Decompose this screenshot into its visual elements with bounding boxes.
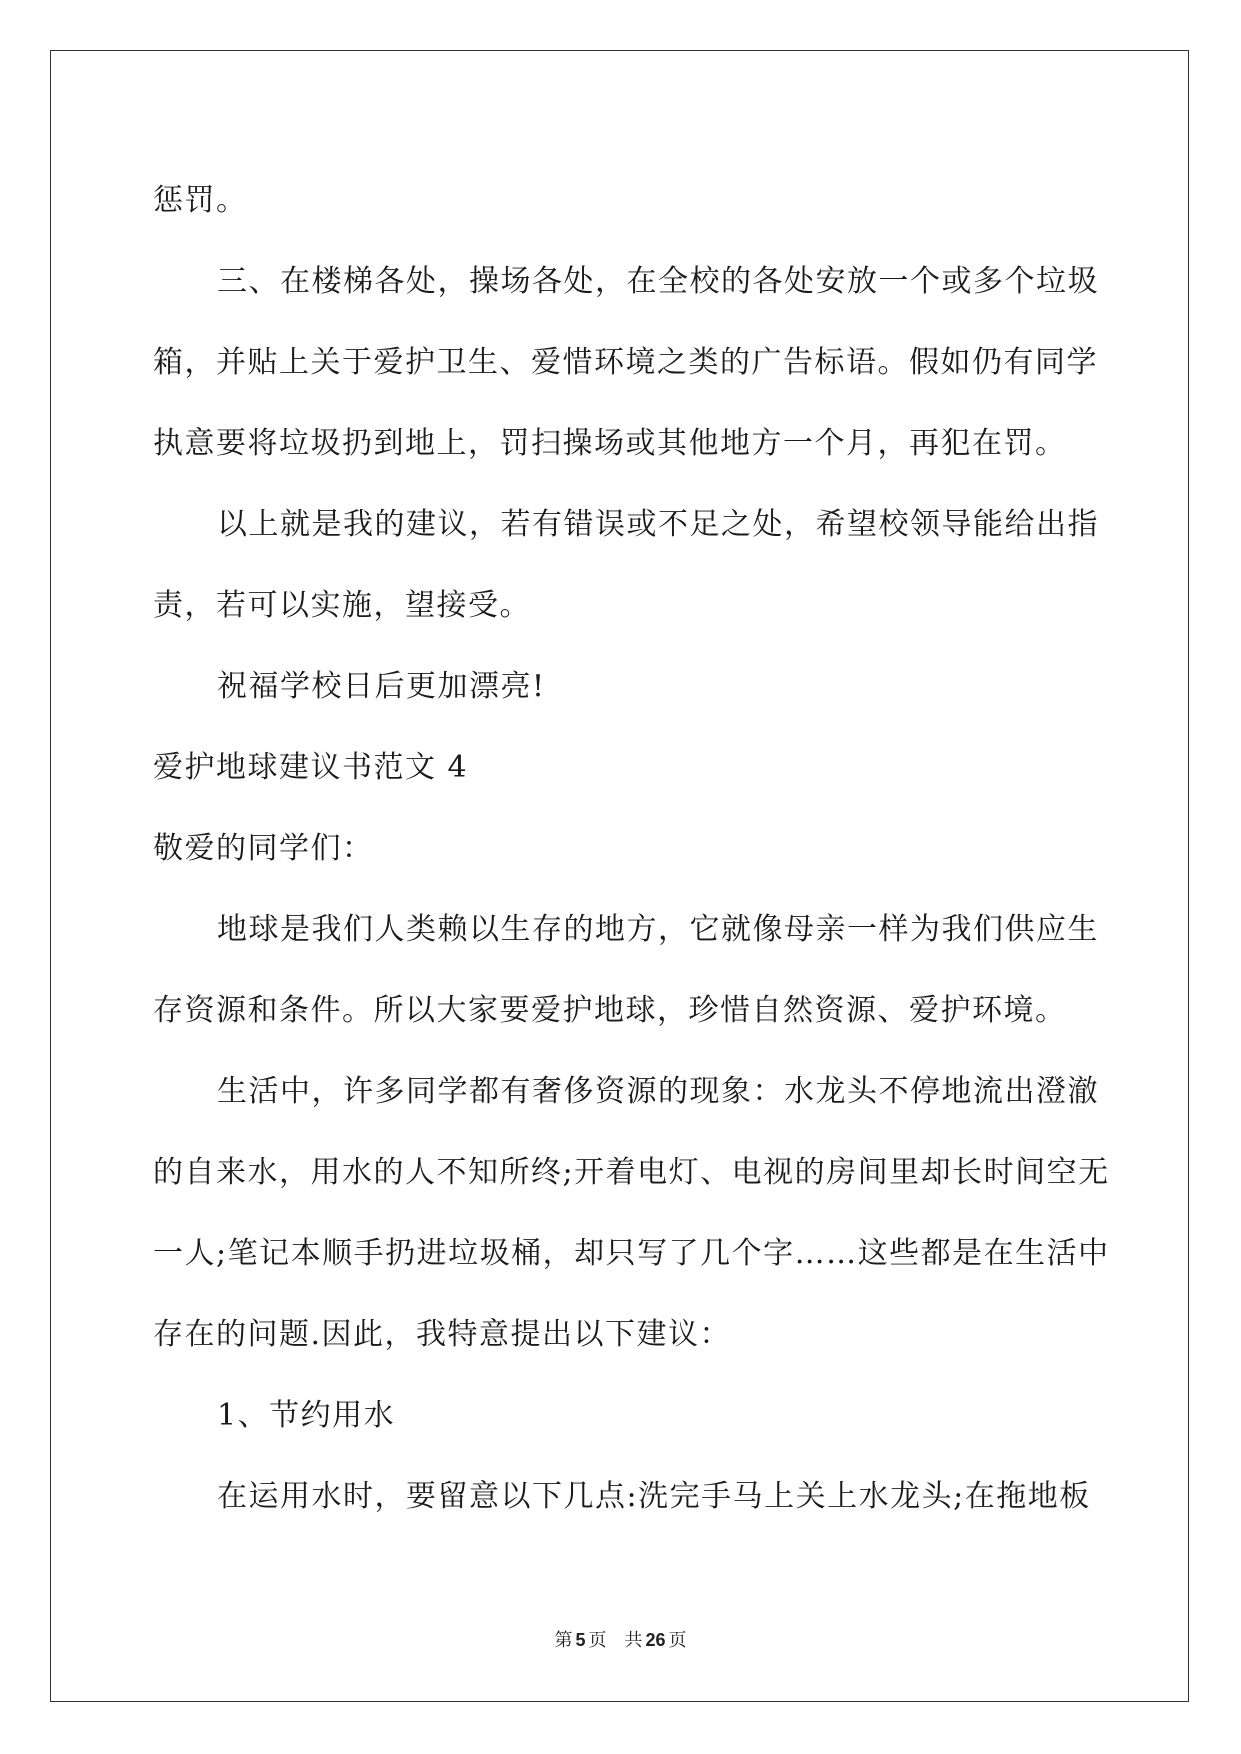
text-line-2: 三、在楼梯各处，操场各处，在全校的各处安放一个或多个垃圾 (217, 264, 1099, 299)
text-line-13: 的自来水，用水的人不知所终;开着电灯、电视的房间里却长时间空无 (153, 1155, 1110, 1190)
text-line-7: 祝福学校日后更加漂亮! (217, 669, 546, 704)
text-line-17: 在运用水时，要留意以下几点:洗完手马上关上水龙头;在拖地板 (217, 1479, 1091, 1514)
text-line-6: 责，若可以实施，望接受。 (153, 588, 531, 623)
page-footer (0, 1626, 1241, 1652)
text-line-10: 地球是我们人类赖以生存的地方，它就像母亲一样为我们供应生 (217, 912, 1099, 947)
text-line-11: 存资源和条件。所以大家要爱护地球，珍惜自然资源、爱护环境。 (153, 993, 1067, 1028)
text-line-14: 一人;笔记本顺手扔进垃圾桶，却只写了几个字……这些都是在生活中 (153, 1236, 1110, 1271)
section-heading: 爱护地球建议书范文 4 (153, 750, 469, 785)
footer-total-pages: 26 (645, 1630, 666, 1650)
text-line-3: 箱，并贴上关于爱护卫生、爱惜环境之类的广告标语。假如仍有同学 (153, 345, 1098, 380)
text-line-5: 以上就是我的建议，若有错误或不足之处，希望校领导能给出指 (217, 507, 1099, 542)
footer-page-number: 5 (575, 1630, 586, 1650)
text-line-4: 执意要将垃圾扔到地上，罚扫操场或其他地方一个月，再犯在罚。 (153, 426, 1067, 461)
footer-prefix: 第 (554, 1630, 573, 1651)
footer-page-suffix: 页 (588, 1630, 607, 1651)
text-line-1: 惩罚。 (153, 183, 248, 218)
salutation: 敬爱的同学们： (153, 831, 374, 866)
list-item-heading: 1、节约用水 (217, 1398, 396, 1433)
text-line-15: 存在的问题.因此，我特意提出以下建议： (153, 1317, 732, 1352)
text-line-12: 生活中，许多同学都有奢侈资源的现象：水龙头不停地流出澄澈 (217, 1074, 1099, 1109)
footer-total-prefix: 共 (624, 1630, 643, 1651)
footer-total-suffix: 页 (668, 1630, 687, 1651)
document-body (153, 160, 1110, 1537)
